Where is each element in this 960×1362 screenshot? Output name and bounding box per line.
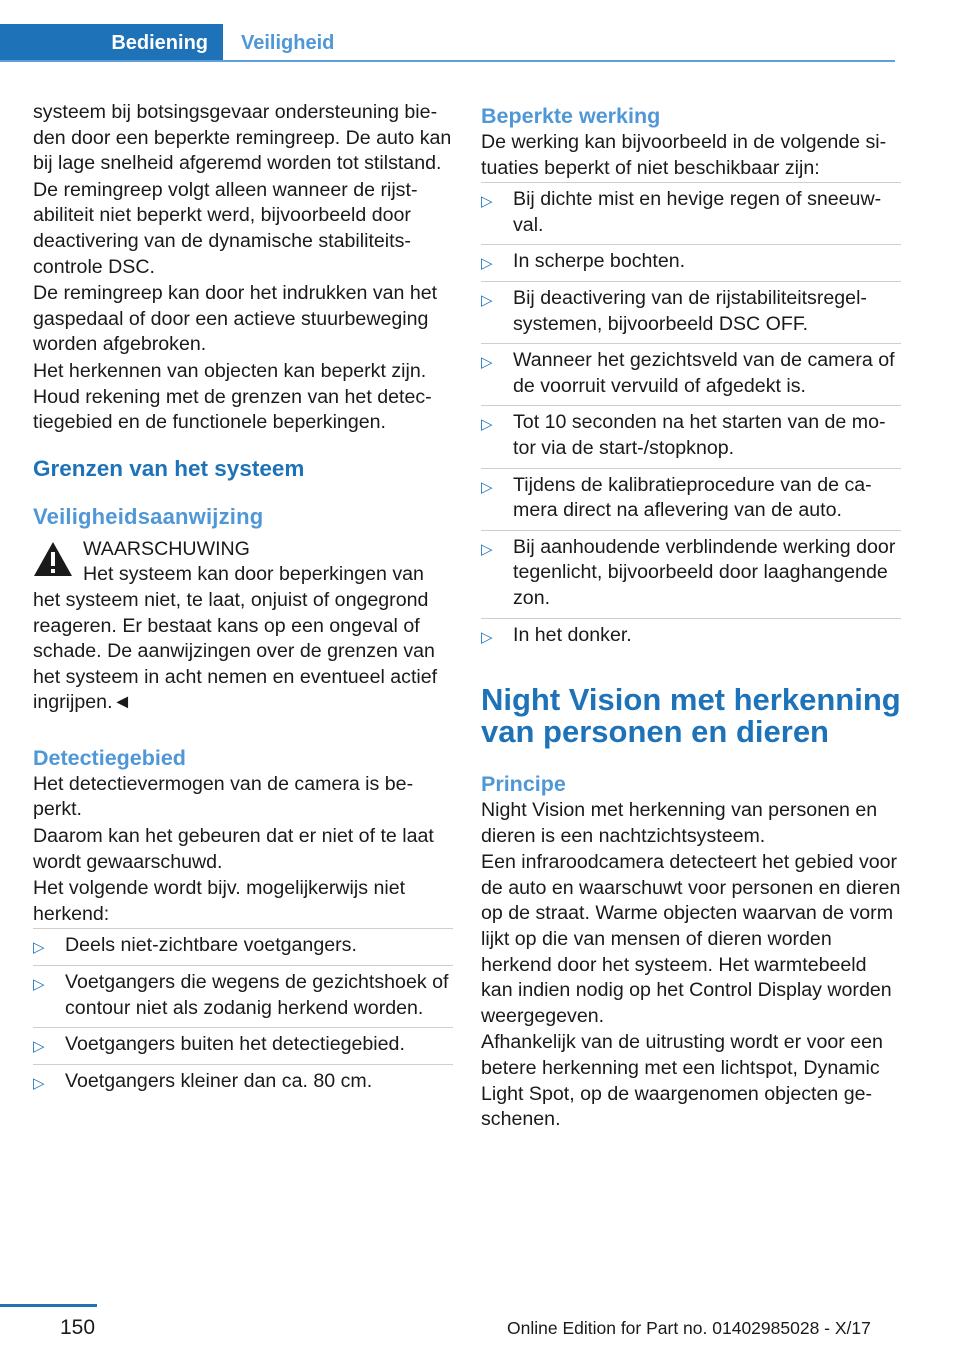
paragraph: systeem bij botsingsgevaar ondersteuning bieden door een beperkte remingreep. De auto kan bij lage snelheid afgeremd worden tot stilstand. xyxy=(33,101,452,175)
list-item xyxy=(481,281,901,343)
paragraph: De werking kan bijvoorbeeld in de volgende situaties beperkt of niet beschikbaar zijn: xyxy=(481,131,887,179)
tab-bediening[interactable]: Bediening xyxy=(0,24,223,62)
paragraph: Het detectievermogen van de camera is beperkt. xyxy=(33,772,414,821)
list-item-text: Voetgangers die wegens de gezichtshoek of contour niet als zodanig herkend worden. xyxy=(65,971,449,1019)
warning-text: Het systeem kan door beperkingen van xyxy=(83,563,424,586)
edition-label: Online Edition for Part no. 01402985028 - X/17 xyxy=(507,1318,871,1338)
bullet-list xyxy=(33,928,453,1100)
bullet-triangle-icon: ▷ xyxy=(481,291,493,309)
bullet-triangle-icon: ▷ xyxy=(33,1074,45,1092)
list-item-text: Bij deactivering van de rijstabiliteitsregelsystemen, bijvoorbeeld DSC OFF. xyxy=(513,286,867,335)
page-number: 150 xyxy=(60,1316,96,1339)
list-item-text: Deels niet-zichtbare voetgangers. xyxy=(65,934,357,957)
section-heading: Grenzen van het systeem xyxy=(33,455,305,481)
warning-text: het systeem niet, te laat, onjuist of ongegrond reageren. Er bestaat kans op een ongeval of schade. De aanwijzingen over de grenzen van het systeem in acht nemen en eventueel actief ingrijpen.◄ xyxy=(33,588,438,714)
bullet-triangle-icon: ▷ xyxy=(33,1038,45,1056)
list-item-text: Wanneer het gezichtsveld van de camera of de voorruit vervuild of afgedekt is. xyxy=(513,349,895,397)
list-item xyxy=(481,405,901,467)
list-item-text: Bij dichte mist en hevige regen of sneeuwval. xyxy=(513,188,882,236)
list-item xyxy=(481,244,901,281)
header-tabs xyxy=(0,24,895,62)
right-column xyxy=(481,100,901,1139)
bullet-triangle-icon: ▷ xyxy=(481,255,493,273)
list-item-text: Voetgangers kleiner dan ca. 80 cm. xyxy=(65,1069,373,1092)
paragraph: Het volgende wordt bijv. mogelijkerwijs niet herkend: xyxy=(33,877,406,925)
list-item xyxy=(481,468,901,530)
bullet-triangle-icon: ▷ xyxy=(481,416,493,434)
paragraph: Een infraroodcamera detecteert het gebied voor de auto en waarschuwt voor personen en dieren op de straat. Warme objecten waarvan de vorm lijkt op die van mensen of dieren worden herkend door het systeem. Het warmtebeeld kan indien nodig op het Control Display worden weergegeven. xyxy=(481,851,901,1027)
tab-veiligheid[interactable]: Veiligheid xyxy=(241,31,335,54)
subsection-heading: Detectiegebied xyxy=(33,745,186,770)
list-item-text: Voetgangers buiten het detectiegebied. xyxy=(65,1033,405,1056)
bullet-triangle-icon: ▷ xyxy=(33,976,45,994)
bullet-triangle-icon: ▷ xyxy=(481,354,493,372)
list-item xyxy=(33,1027,453,1064)
list-item-text: In scherpe bochten. xyxy=(513,250,686,273)
list-item xyxy=(481,530,901,618)
list-item-text: Tijdens de kalibratieprocedure van de camera direct na aflevering van de auto. xyxy=(513,473,872,522)
bullet-triangle-icon: ▷ xyxy=(481,540,493,558)
paragraph: Night Vision met herkenning van personen en dieren is een nachtzichtsysteem. xyxy=(481,799,878,847)
paragraph: Daarom kan het gebeuren dat er niet of te laat wordt gewaarschuwd. xyxy=(33,825,434,873)
bullet-triangle-icon: ▷ xyxy=(481,193,493,211)
paragraph: De remingreep kan door het indrukken van het gaspedaal of door een actieve stuurbeweging worden afgebroken. xyxy=(33,282,438,356)
paragraph: Het herkennen van objecten kan beperkt zijn. Houd rekening met de grenzen van het detectiegebied en de functionele beperkingen. xyxy=(33,359,432,434)
chapter-heading: Night Vision met herkenning van personen en dieren xyxy=(481,682,901,750)
list-item xyxy=(33,965,453,1027)
subsection-heading: Beperkte werking xyxy=(481,104,661,128)
bullet-list xyxy=(481,182,901,654)
bullet-triangle-icon: ▷ xyxy=(481,628,493,646)
warning-title: WAARSCHUWING xyxy=(83,537,250,560)
bullet-triangle-icon: ▷ xyxy=(481,478,493,496)
left-column xyxy=(33,100,453,1106)
list-item-text: In het donker. xyxy=(513,623,632,646)
footer-rule xyxy=(0,1304,97,1307)
list-item xyxy=(33,1064,453,1101)
list-item xyxy=(481,182,901,244)
bullet-triangle-icon: ▷ xyxy=(33,939,45,957)
warning-block xyxy=(33,537,453,716)
list-item-text: Bij aanhoudende verblindende werking door tegenlicht, bijvoorbeeld door laaghangende zon. xyxy=(513,535,896,609)
header-divider xyxy=(0,60,895,62)
warning-icon xyxy=(33,541,73,577)
paragraph: De remingreep volgt alleen wanneer de rijstabiliteit niet beperkt werd, bijvoorbeeld door deactivering van de dynamische stabiliteitscontrole DSC. xyxy=(33,178,418,278)
subsection-heading: Veiligheidsaanwijzing xyxy=(33,503,264,529)
list-item xyxy=(481,343,901,405)
list-item-text: Tot 10 seconden na het starten van de motor via de start-/stopknop. xyxy=(513,411,886,459)
list-item xyxy=(481,618,901,655)
paragraph: Afhankelijk van de uitrusting wordt er voor een betere herkenning met een lichtspot, Dynamic Light Spot, op de waargenomen objecten geschenen. xyxy=(481,1031,883,1131)
list-item xyxy=(33,928,453,965)
subsection-heading: Principe xyxy=(481,772,566,797)
